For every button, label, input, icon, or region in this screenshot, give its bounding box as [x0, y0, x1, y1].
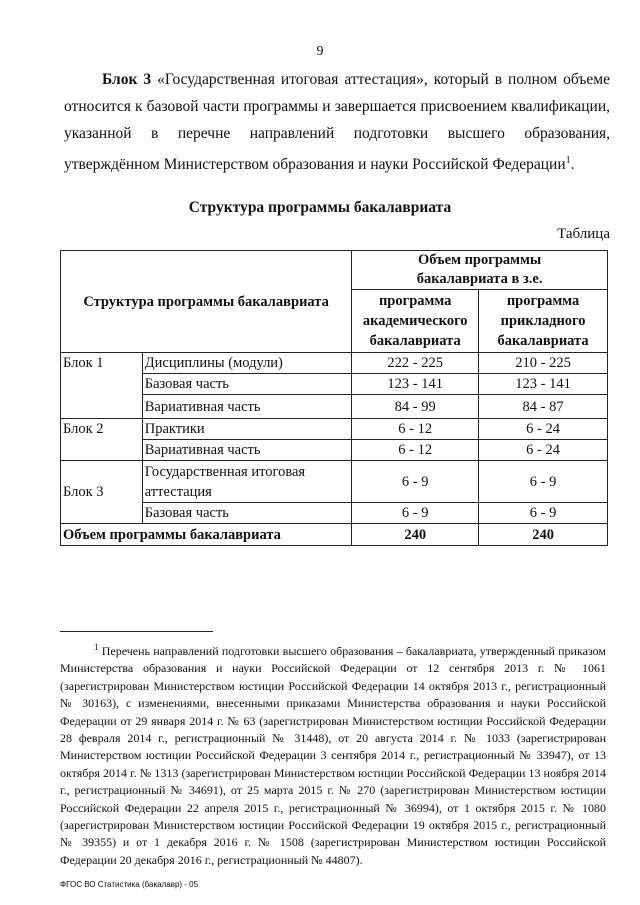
intro-end: . [570, 156, 575, 174]
applied-value-cell: 123 - 141 [479, 374, 608, 395]
table-body [61, 251, 608, 546]
academic-value-cell: 6 - 9 [352, 461, 479, 503]
academic-value-cell: 84 - 99 [352, 395, 479, 419]
footnote-text: Перечень направлений подготовки высшего образования – бакалавриата, утвержденный приказом Министерства образования и науки Российской Федерации от 12 сентября 2013 г. № 1061 (зарегистрирован Министерством юстиции Российской Федерации 14 октября 2013 г., регистрационный № 30163), с изменениями, внесенными приказами Министерства образования и науки Российской Федерации от 29 января 2014 г. № 63 (зарегистрирован Министерством юстиции Российской Федерации 28 февраля 2014 г., регистрационный № 31448), от 20 августа 2014 г. № 1033 (зарегистрирован Министерством юстиции Российской Федерации 3 сентября 2014 г., регистрационный № 33947), от 13 октября 2014 г. № 1313 (зарегистрирован Министерством юстиции Российской Федерации 13 ноября 2014 г., регистрационный № 34691), от 25 марта 2015 г. № 270 (зарегистрирован Министерством юстиции Российской Федерации 22 апреля 2015 г., регистрационный № 36994), от 1 октября 2015 г. № 1080 (зарегистрирован Министерством юстиции Российской Федерации 19 октября 2015 г., регистрационный № 39355) и от 1 декабря 2016 г. № 1508 (зарегистрирован Министерством юстиции Российской Федерации 20 декабря 2016 г., регистрационный № 44807). [60, 644, 606, 867]
footnote-reference[interactable]: 1 [565, 155, 571, 166]
component-name-cell: Практики [142, 419, 351, 440]
table-title: Структура программы бакалавриата [188, 199, 452, 216]
component-name-cell: Базовая часть [142, 374, 351, 395]
header-academic: программа академического бакалавриата [352, 290, 479, 353]
table-row [61, 419, 608, 440]
academic-value-cell: 222 - 225 [352, 353, 479, 374]
program-structure-table [60, 250, 608, 546]
table-total-row [61, 524, 608, 546]
academic-value-cell: 6 - 9 [352, 503, 479, 524]
table-row [61, 395, 608, 419]
academic-value-cell: 6 - 12 [352, 419, 479, 440]
table-label: Таблица [557, 226, 610, 242]
applied-value-cell: 6 - 9 [479, 503, 608, 524]
component-name-cell: Вариативная часть [142, 395, 351, 419]
academic-value-cell: 123 - 141 [352, 374, 479, 395]
table-header-row [61, 251, 608, 290]
academic-value-cell: 6 - 12 [352, 440, 479, 461]
total-label: Объем программы бакалавриата [61, 524, 352, 546]
table-row [61, 440, 608, 461]
component-name-cell: Вариативная часть [142, 440, 351, 461]
component-name-cell: Дисциплины (модули) [142, 353, 351, 374]
footnote-divider [60, 631, 213, 632]
table-row [61, 374, 608, 395]
block-cell: Блок 3 [61, 461, 143, 524]
applied-value-cell: 84 - 87 [479, 395, 608, 419]
page-number: 9 [316, 44, 324, 59]
footnote [60, 639, 606, 869]
document-footer: ФГОС ВО Статистика (бакалавр) - 05 [60, 880, 199, 889]
applied-value-cell: 210 - 225 [479, 353, 608, 374]
table-row [61, 503, 608, 524]
intro-paragraph [64, 66, 610, 178]
block-cell: Блок 1 [61, 353, 143, 419]
header-structure: Структура программы бакалавриата [61, 251, 352, 353]
total-applied: 240 [479, 524, 608, 546]
footnote-mark: 1 [94, 642, 99, 652]
total-academic: 240 [352, 524, 479, 546]
applied-value-cell: 6 - 9 [479, 461, 608, 503]
applied-value-cell: 6 - 24 [479, 440, 608, 461]
table-row [61, 461, 608, 503]
block-cell: Блок 2 [61, 419, 143, 461]
component-name-cell: Государственная итоговая аттестация [142, 461, 351, 503]
intro-text: «Государственная итоговая аттестация», который в полном объеме относится к базовой части программы и завершается присвоением квалификации, указанной в перечне направлений подготовки высшего образования, утверждённом Министерством образования и науки Российской Федерации [64, 71, 610, 174]
header-volume: Объем программы бакалавриата в з.е. [352, 251, 608, 290]
component-name-cell: Базовая часть [142, 503, 351, 524]
table-row [61, 353, 608, 374]
applied-value-cell: 6 - 24 [479, 419, 608, 440]
intro-lead: Блок 3 [102, 71, 152, 88]
header-applied: программа прикладного бакалавриата [479, 290, 608, 353]
